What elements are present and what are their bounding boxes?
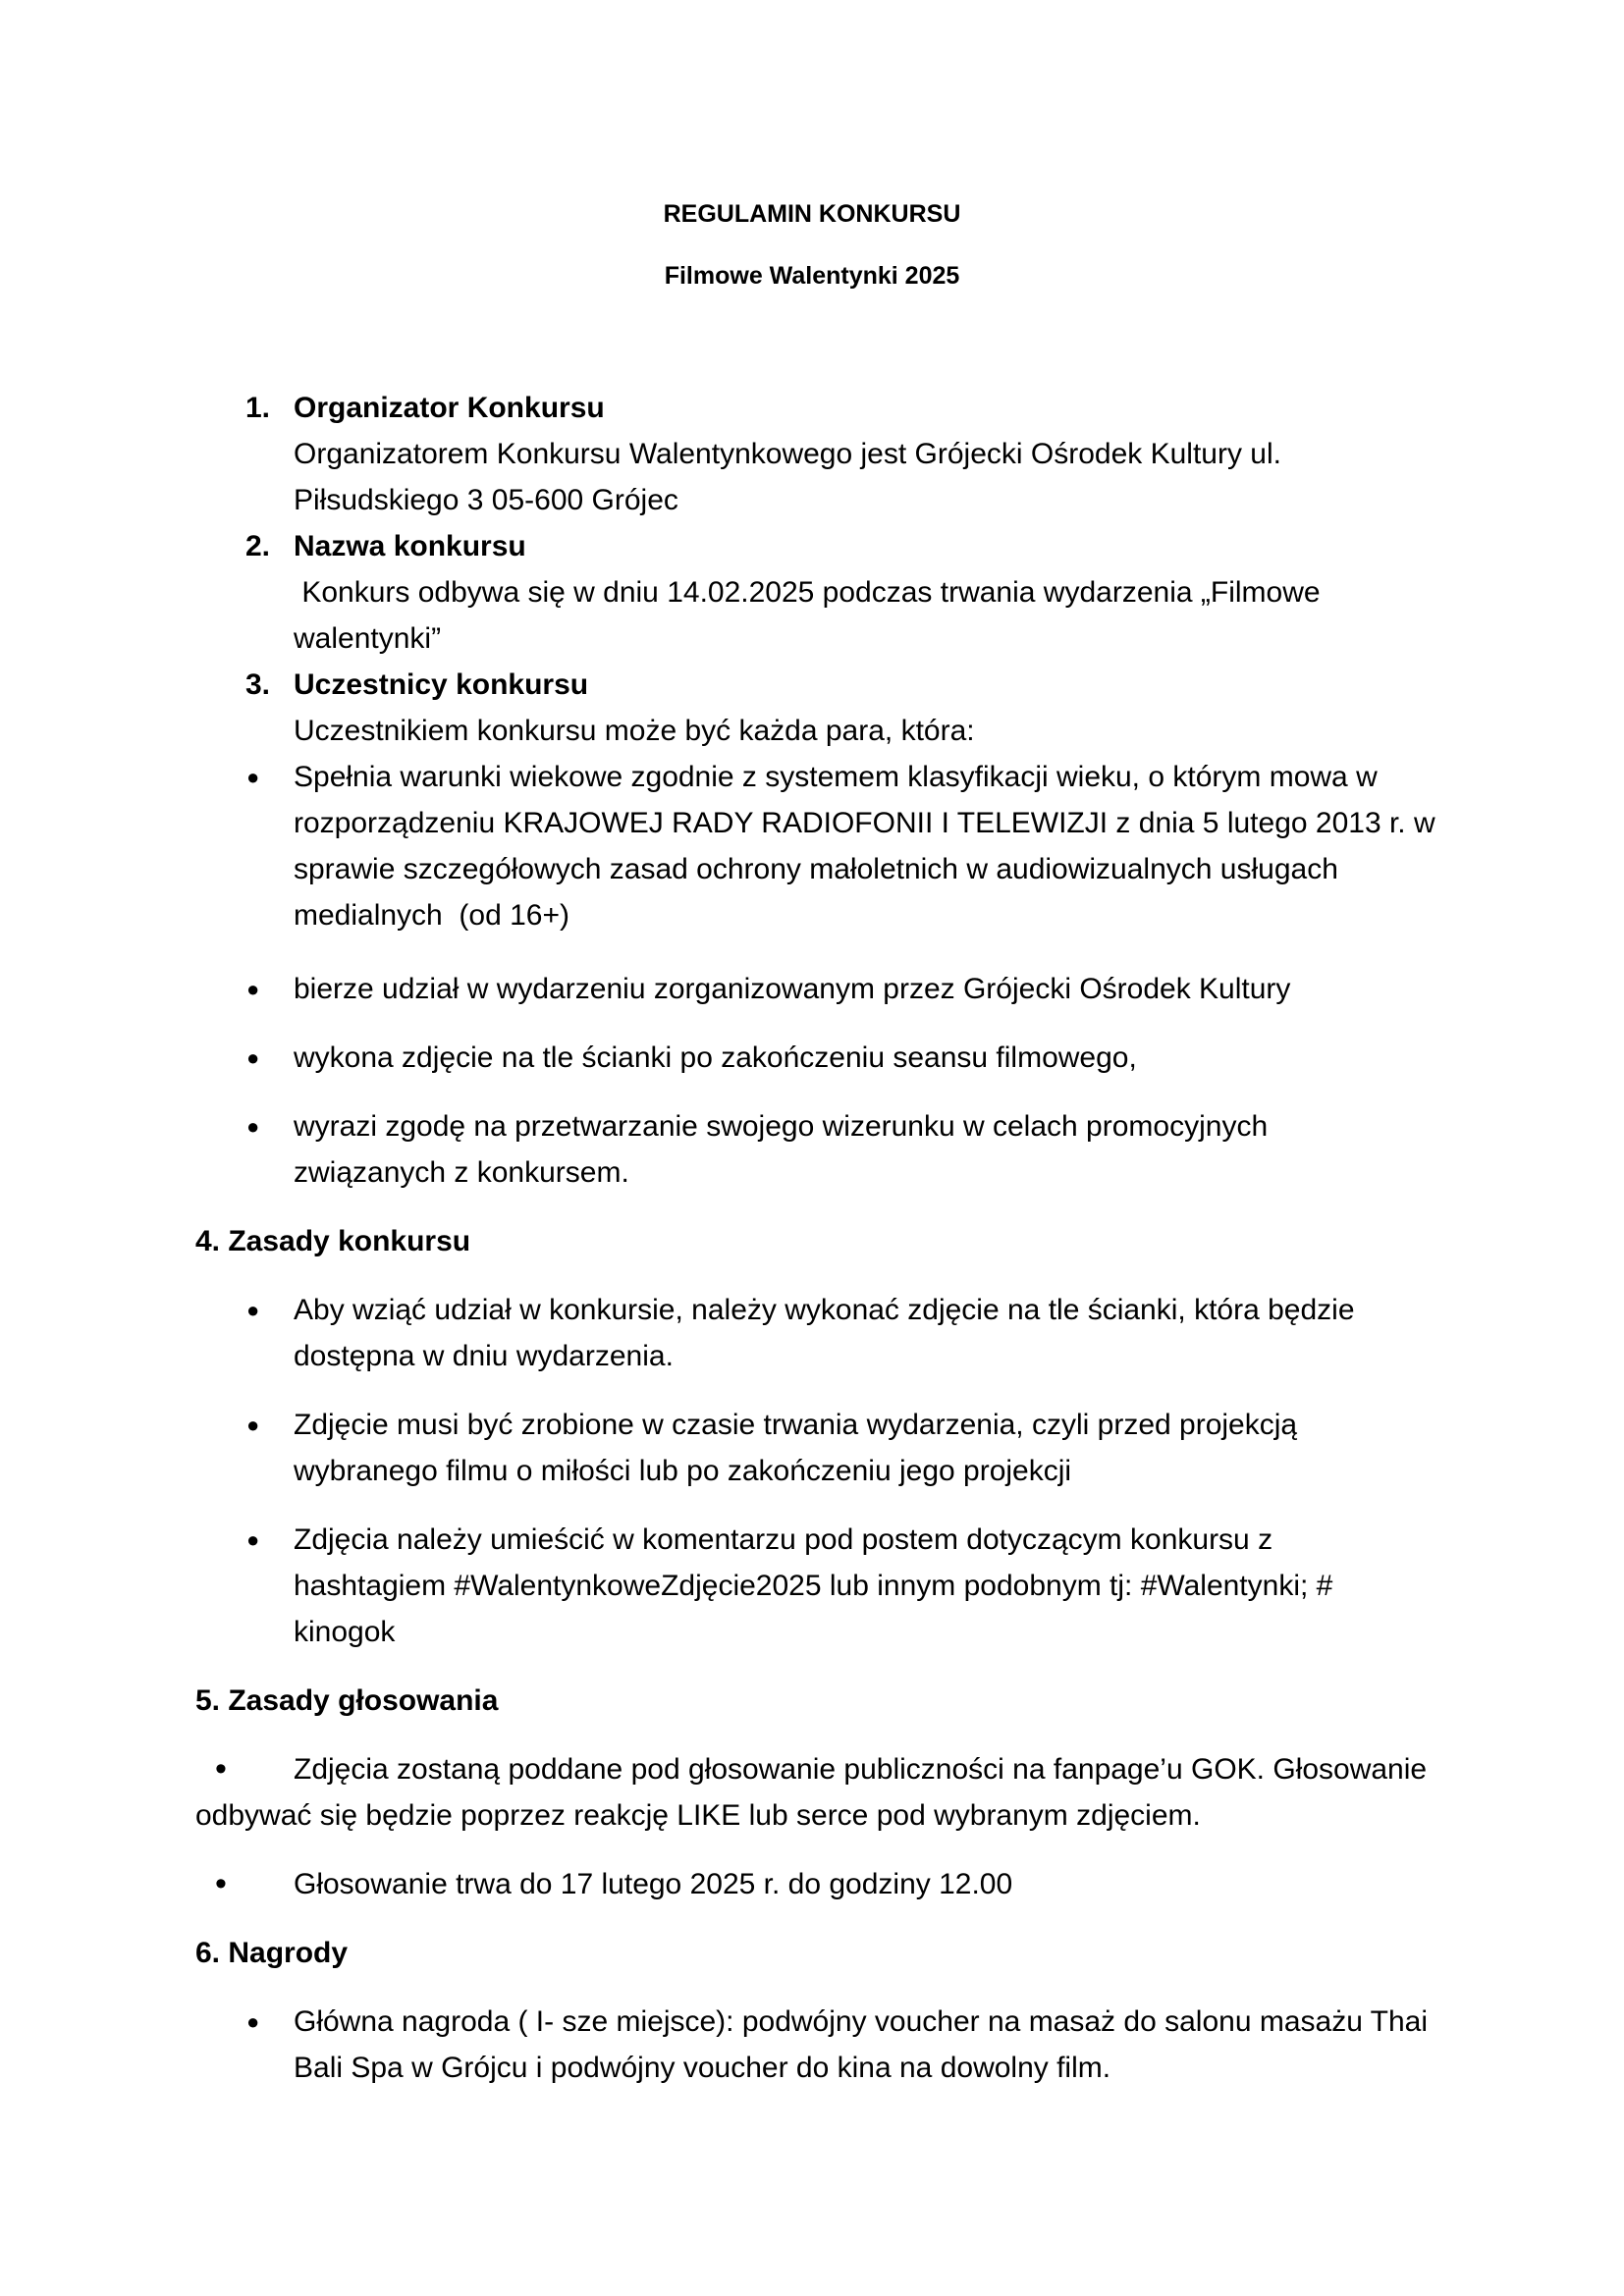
document-subtitle: Filmowe Walentynki 2025 [664,262,960,290]
section-heading: Organizator Konkursu [294,392,605,424]
section-heading: Nazwa konkursu [294,530,526,562]
section-heading: 4. Zasady konkursu [195,1225,471,1257]
section-heading: 5. Zasady głosowania [195,1684,499,1717]
bullet-icon: ● [246,1413,260,1437]
bullet-icon: ● [246,1298,260,1322]
list-item-line: Zdjęcia zostaną poddane pod głosowanie publiczności na fanpage’u GOK. Głosowanie [294,1753,1428,1786]
list-item-line: wyrazi zgodę na przetwarzanie swojego wizerunku w celach promocyjnych [294,1110,1269,1143]
section-text-line: Piłsudskiego 3 05-600 Grójec [294,484,678,516]
section-number: 1. [245,392,271,424]
section-text-line: Uczestnikiem konkursu może być każda para, która: [294,715,975,747]
list-item-line: hashtagiem #WalentynkoweZdjęcie2025 lub innym podobnym tj: #Walentynki; # [294,1570,1333,1602]
bullet-icon: ● [246,1527,260,1552]
bullet-icon: ● [246,1114,260,1139]
section-text-line: Organizatorem Konkursu Walentynkowego jest Grójecki Ośrodek Kultury ul. [294,438,1281,470]
document-title: REGULAMIN KONKURSU [663,200,961,228]
list-item-line: Aby wziąć udział w konkursie, należy wykonać zdjęcie na tle ścianki, która będzie [294,1294,1355,1326]
list-item-line: wykona zdjęcie na tle ścianki po zakończeniu seansu filmowego, [294,1041,1137,1074]
section-text-line: Konkurs odbywa się w dniu 14.02.2025 podczas trwania wydarzenia „Filmowe [294,576,1321,609]
bullet-icon: ● [246,1045,260,1070]
list-item-line: Spełnia warunki wiekowe zgodnie z systemem klasyfikacji wieku, o którym mowa w [294,761,1378,793]
list-item-line: Głosowanie trwa do 17 lutego 2025 r. do godziny 12.00 [294,1868,1013,1900]
list-item-line: sprawie szczegółowych zasad ochrony małoletnich w audiowizualnych usługach [294,853,1338,885]
list-item-line: odbywać się będzie poprzez reakcję LIKE lub serce pod wybranym zdjęciem. [195,1799,1201,1832]
list-item-line: Zdjęcia należy umieścić w komentarzu pod postem dotyczącym konkursu z [294,1523,1273,1556]
list-item-line: dostępna w dniu wydarzenia. [294,1340,674,1372]
list-item-line: medialnych (od 16+) [294,899,569,932]
list-item-line: Bali Spa w Grójcu i podwójny voucher do kina na dowolny film. [294,2052,1111,2084]
list-item-line: Główna nagroda ( I- sze miejsce): podwójny voucher na masaż do salonu masażu Thai [294,2005,1429,2038]
section-number: 3. [245,668,271,701]
list-item-line: związanych z konkursem. [294,1156,629,1189]
list-item-line: kinogok [294,1616,396,1648]
list-item-line: wybranego filmu o miłości lub po zakończeniu jego projekcji [294,1455,1072,1487]
list-item-line: bierze udział w wydarzeniu zorganizowanym przez Grójecki Ośrodek Kultury [294,973,1291,1005]
bullet-icon: • [215,1750,227,1788]
section-number: 2. [245,530,271,562]
section-text-line: walentynki” [294,622,442,655]
section-heading: Uczestnicy konkursu [294,668,589,701]
list-item-line: rozporządzeniu KRAJOWEJ RADY RADIOFONII I TELEWIZJI z dnia 5 lutego 2013 r. w [294,807,1435,839]
bullet-icon: ● [246,2009,260,2034]
list-item-line: Zdjęcie musi być zrobione w czasie trwania wydarzenia, czyli przed projekcją [294,1409,1298,1441]
section-heading: 6. Nagrody [195,1937,349,1969]
bullet-icon: ● [246,765,260,789]
bullet-icon: • [215,1865,227,1902]
bullet-icon: ● [246,977,260,1001]
